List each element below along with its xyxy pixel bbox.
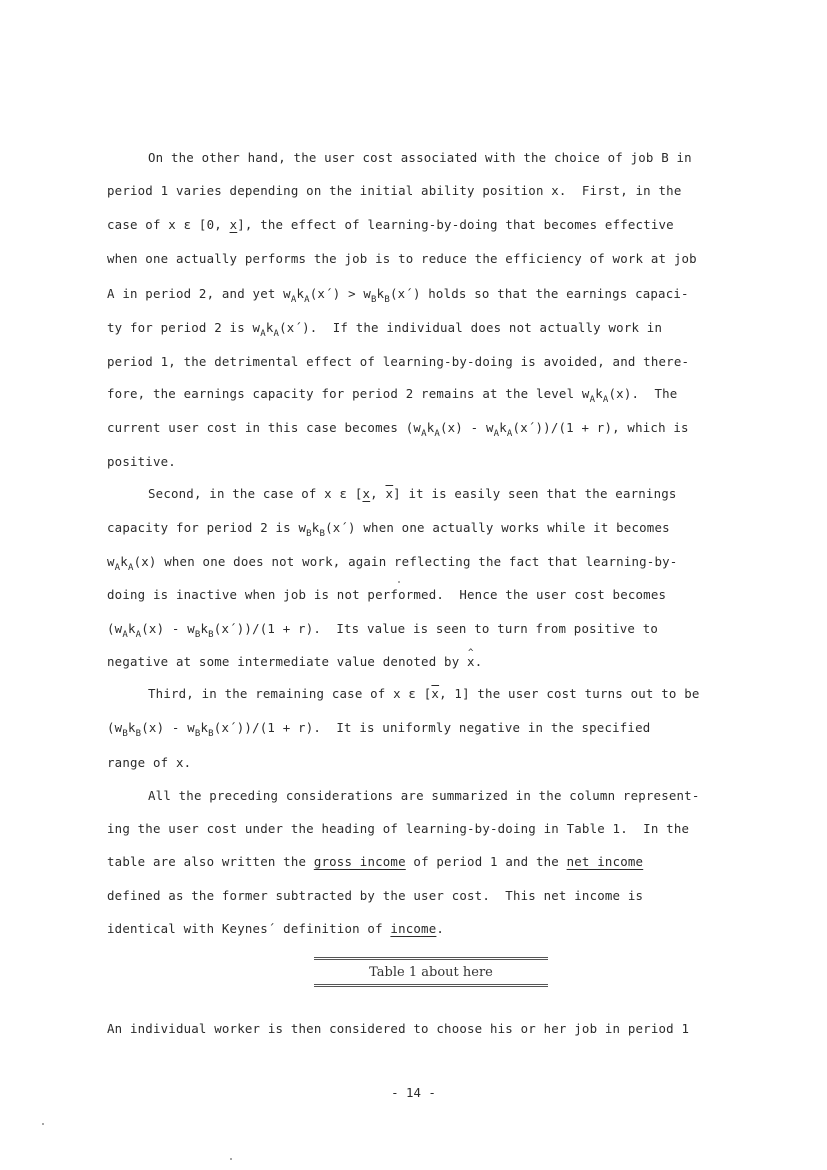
- paragraph-2-line-6: negative at some intermediate value denoted by ^ x.: [107, 654, 482, 670]
- paragraph-4-line-3: table are also written the gross income of period 1 and the net income: [107, 854, 644, 869]
- paragraph-5-line-1: An individual worker is then considered to choose his or her job in period 1: [107, 1021, 690, 1036]
- paragraph-3-line-2: ($w_Bk_B(x)$ - $w_Bk_B(x´))/(1 + r)$. It is uniformly negative in the specified: [107, 720, 651, 739]
- paragraph-3-line-1: Third, in the remaining case of x ε [$\overline{x}$, 1] the user cost turns out to be: [148, 686, 700, 701]
- paragraph-2-line-2: capacity for period 2 is $w_Bk_B(x´)$ when one actually works while it becomes: [107, 520, 670, 539]
- scan-speck: [230, 1158, 232, 1160]
- paragraph-1-line-1: On the other hand, the user cost associated with the choice of job B in: [148, 150, 692, 165]
- paragraph-4-line-5: identical with Keynes´ definition of income.: [107, 921, 445, 936]
- paragraph-1-line-6: ty for period 2 is $w_Ak_A(x´)$. If the individual does not actually work in: [107, 320, 663, 339]
- paragraph-3-line-3: range of x.: [107, 755, 192, 770]
- paragraph-1-line-7: period 1, the detrimental effect of learning-by-doing is avoided, and there-: [107, 354, 690, 369]
- paragraph-1-line-4: when one actually performs the job is to reduce the efficiency of work at job: [107, 251, 697, 266]
- paragraph-4-line-4: defined as the former subtracted by the user cost. This net income is: [107, 888, 644, 903]
- paragraph-1-line-5: A in period 2, and yet $w_Ak_A(x´)$ > $w_Bk_B(x´)$ holds so that the earnings capaci-: [107, 286, 689, 305]
- scan-speck: [398, 581, 400, 583]
- paragraph-1-line-2: period 1 varies depending on the initial ability position x. First, in the: [107, 183, 682, 198]
- paragraph-1-line-3: case of x ε [0, x], the effect of learning-by-doing that becomes effective: [107, 217, 674, 232]
- paragraph-4-line-1: All the preceding considerations are summarized in the column represent-: [148, 788, 700, 803]
- paragraph-1-line-10: positive.: [107, 454, 176, 469]
- paragraph-1-line-8: fore, the earnings capacity for period 2 remains at the level $w_Ak_A(x)$. The: [107, 386, 678, 405]
- table-placeholder-box: [314, 957, 548, 987]
- paragraph-2-line-4: doing is inactive when job is not performed. Hence the user cost becomes: [107, 587, 667, 602]
- paragraph-2-line-5: ($w_Ak_A(x)$ - $w_Bk_B(x´))/(1 + r)$. Its value is seen to turn from positive to: [107, 621, 659, 640]
- scan-speck: [42, 1123, 44, 1125]
- table-placeholder-label: Table 1 about here: [369, 965, 493, 980]
- paragraph-1-line-9: current user cost in this case becomes ($w_Ak_A(x)$ - $w_Ak_A(x´))/(1 + r)$, which is: [107, 420, 689, 439]
- page-number: - 14 -: [391, 1085, 436, 1100]
- paragraph-2-line-3: $w_Ak_A(x)$ when one does not work, again reflecting the fact that learning-by-: [107, 554, 678, 573]
- paragraph-4-line-2: ing the user cost under the heading of learning-by-doing in Table 1. In the: [107, 821, 690, 836]
- paragraph-2-line-1: Second, in the case of x ε [x, $\overline{x}$] it is easily seen that the earnings: [148, 486, 677, 501]
